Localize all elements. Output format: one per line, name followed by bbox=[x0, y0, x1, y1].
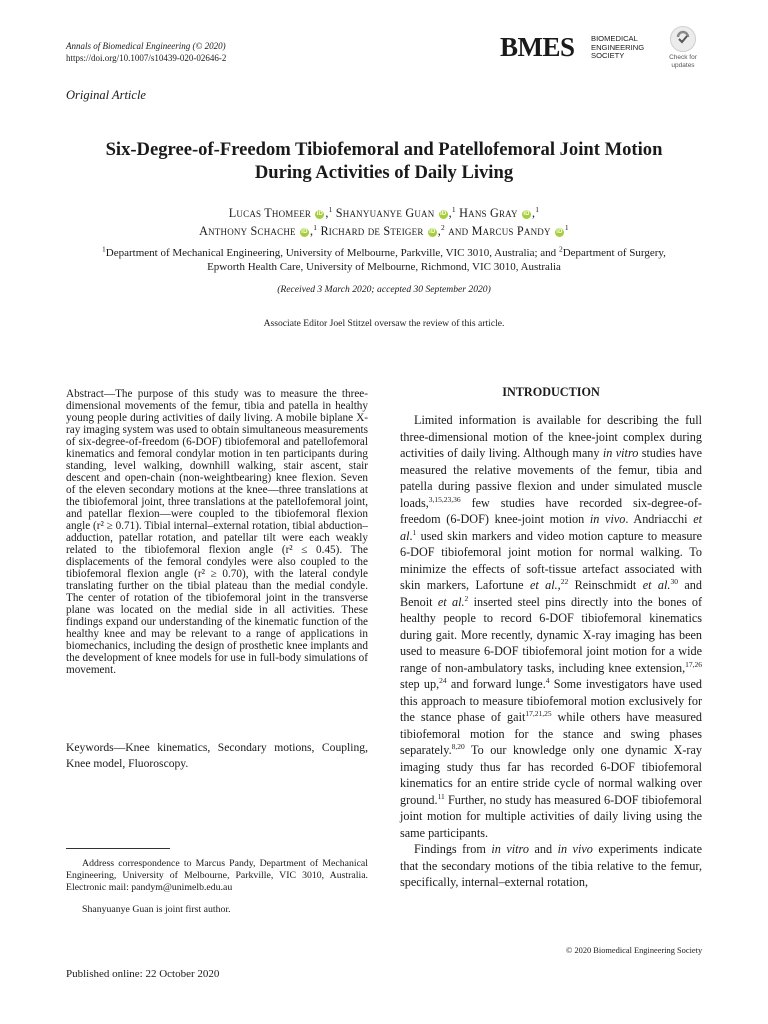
check-badge-line: updates bbox=[671, 61, 695, 69]
bmes-sub-line: SOCIETY bbox=[591, 51, 625, 60]
citation-ref[interactable]: 3,15,23,36 bbox=[428, 494, 461, 504]
text-run: Some investigators have used this approach to measure tibiofemoral motion exclusively for the stance phase of gait bbox=[400, 677, 702, 724]
text-run: Findings from bbox=[414, 842, 492, 856]
affiliation-mark: 1 bbox=[102, 244, 106, 254]
text-run: Reinschmidt bbox=[568, 578, 643, 592]
text-run: inserted steel pins directly into the bones of healthy people to record 6-DOF tibiofemoral kinematics during gait. More recently, dynamic X-ray imaging has been used to measure 6-DOF tibiofemoral joint motion for a wide range of non-ambulatory tasks, including knee extension, bbox=[400, 594, 703, 675]
orcid-icon[interactable]: iD bbox=[556, 228, 563, 235]
section-heading-introduction: INTRODUCTION bbox=[502, 385, 600, 399]
author-affiliation-mark: 2 bbox=[441, 222, 445, 232]
bmes-sub-line: ENGINEERING bbox=[591, 42, 645, 52]
text-run: . bbox=[409, 528, 413, 543]
abstract-label: Abstract— bbox=[66, 388, 116, 400]
check-badge-line: Check for bbox=[669, 54, 697, 61]
citation-ref[interactable]: 4 bbox=[545, 675, 550, 685]
text-run: used skin markers and video motion capture to measure 6-DOF tibiofemoral joint motion for normal walking. To minimize the effects of soft-tissue artefact associated with skin markers, Lafortune bbox=[400, 528, 702, 592]
intro-paragraph bbox=[400, 412, 702, 841]
italic-run: et al., bbox=[529, 578, 561, 592]
text-run: and forward lunge. bbox=[446, 677, 546, 691]
author-affiliation-mark: 1 bbox=[451, 204, 456, 214]
bmes-logo-text: BMES bbox=[500, 32, 575, 62]
received-dates: (Received 3 March 2020; accepted 30 September 2020) bbox=[277, 284, 491, 295]
check-updates-icon bbox=[670, 26, 696, 52]
citation-ref[interactable]: 17,26 bbox=[685, 659, 702, 669]
title-line: Six-Degree-of-Freedom Tibiofemoral and Patellofemoral Joint Motion bbox=[105, 139, 663, 160]
citation-ref[interactable]: 24 bbox=[439, 675, 447, 685]
author-list: Lucas Thomeer iD ,$^1$ Shanyuanye Guan iD ,$^1$ Hans Gray iD ,$^1$ Anthony Schache iD ,$^1$ Richard de Steiger iD ,$^2$ and Marcus Pandy iD $^1$ bbox=[199, 204, 569, 238]
author-conjunction: and bbox=[448, 224, 469, 238]
journal-name: Annals of Biomedical Engineering (© 2020) bbox=[66, 41, 226, 51]
affiliation-text: Epworth Health Care, University of Melbourne, Richmond, VIC 3010, Australia bbox=[207, 261, 561, 273]
author-name[interactable]: Hans Gray bbox=[459, 206, 518, 220]
text-run: few studies have recorded six-degree-of-freedom (6-DOF) knee-joint motion bbox=[400, 495, 702, 526]
citation-ref[interactable]: 22 bbox=[560, 576, 569, 586]
italic-run: in vitro bbox=[602, 446, 639, 460]
text-run: experiments indicate that the secondary motions of the tibia relative to the femur, specifically, internal–external rotation, bbox=[400, 842, 703, 889]
footnote-divider bbox=[66, 848, 170, 849]
keywords-text: Knee kinematics, Secondary motions, Coupling, Knee model, Fluoroscopy. bbox=[66, 741, 368, 770]
text-run: and Benoit bbox=[400, 578, 702, 609]
italic-run: in vivo bbox=[589, 512, 626, 526]
orcid-icon[interactable]: iD bbox=[523, 210, 530, 217]
bmes-sub-line: BIOMEDICAL bbox=[591, 34, 638, 43]
bmes-logo-subtitle bbox=[591, 35, 644, 61]
published-date: Published online: 22 October 2020 bbox=[66, 968, 220, 980]
citation-ref[interactable]: 1 bbox=[412, 527, 417, 537]
text-run: Limited information is available for describing the full three-dimensional motion of the knee-joint complex during activities of daily living. Although many bbox=[400, 413, 702, 460]
text-run: . Andriacchi bbox=[625, 512, 694, 526]
italic-run: et al. bbox=[642, 578, 671, 592]
italic-run: et al bbox=[400, 512, 702, 543]
affiliation-text: Department of Mechanical Engineering, University of Melbourne, Parkville, VIC 3010, Australia; and bbox=[105, 247, 559, 259]
introduction-body bbox=[400, 412, 702, 891]
abstract bbox=[66, 388, 368, 676]
intro-paragraph bbox=[400, 841, 702, 891]
citation-ref[interactable]: 2 bbox=[464, 593, 469, 603]
italic-run: in vivo bbox=[557, 842, 593, 856]
author-name[interactable]: Shanyuanye Guan bbox=[335, 206, 435, 220]
correspondence-footnote: Address correspondence to Marcus Pandy, Department of Mechanical Engineering, University of Melbourne, Parkville, VIC 3010, Australia. Electronic mail: pandym@unimelb.edu.au bbox=[66, 858, 368, 893]
author-name[interactable]: Richard de Steiger bbox=[320, 224, 424, 238]
joint-first-author-note: Shanyuanye Guan is joint first author. bbox=[82, 904, 231, 915]
citation-ref[interactable]: 8,20 bbox=[451, 741, 465, 751]
article-type: Original Article bbox=[66, 88, 146, 102]
text-run: step up, bbox=[400, 677, 440, 691]
author-affiliation-mark: 1 bbox=[564, 222, 569, 232]
copyright-notice: © 2020 Biomedical Engineering Society bbox=[566, 946, 703, 955]
check-for-updates-badge[interactable] bbox=[666, 26, 700, 76]
bmes-logo bbox=[500, 32, 660, 68]
italic-run: in vitro bbox=[491, 842, 529, 856]
affiliation-text: Department of Surgery, bbox=[562, 247, 666, 259]
orcid-icon[interactable]: iD bbox=[301, 228, 308, 235]
text-run: and bbox=[528, 842, 558, 856]
text-run: Further, no study has measured 6-DOF tibiofemoral joint motion for multiple activities of daily living using the same participants. bbox=[400, 792, 702, 840]
author-name[interactable]: Marcus Pandy bbox=[471, 224, 551, 238]
citation-ref[interactable]: 30 bbox=[670, 576, 678, 586]
author-affiliation-mark: 1 bbox=[328, 204, 333, 214]
orcid-icon[interactable]: iD bbox=[316, 210, 324, 217]
text-run: studies have measured the relative movements of the femur, tibia and patella during passive flexion and under simulated muscle loads, bbox=[400, 446, 702, 510]
citation-ref[interactable]: 11 bbox=[437, 791, 445, 801]
author-affiliation-mark: 1 bbox=[313, 222, 318, 232]
citation-ref[interactable]: 17,21,25 bbox=[525, 708, 552, 718]
doi-link[interactable]: https://doi.org/10.1007/s10439-020-02646-2 bbox=[66, 53, 227, 63]
author-name[interactable]: Anthony Schache bbox=[199, 224, 296, 238]
article-title bbox=[40, 138, 728, 184]
editor-note: Associate Editor Joel Stitzel oversaw the review of this article. bbox=[263, 318, 505, 329]
text-run: To our knowledge only one dynamic X-ray imaging study thus far has recorded 6-DOF tibiofemoral kinematics for an entire stride cycle of normal walking over ground. bbox=[400, 743, 702, 807]
keywords-label: Keywords— bbox=[66, 741, 126, 754]
title-line: During Activities of Daily Living bbox=[254, 162, 514, 183]
keywords bbox=[66, 740, 368, 772]
abstract-text: The purpose of this study was to measure the three-dimensional movements of the femur, tibia and patella in healthy young people during activities of daily living. A mobile biplane X-ray imaging system was used to obtain simultaneous measurements of six-degree-of-freedom (6-DOF) tibiofemoral and patellofemoral kinematics and femoral condylar motion in ten participants during standing, level walking, downhill walking, stair ascent, stair descent and open-chain (non-weightbearing) knee flexion. Seven of the eleven secondary motions at the knee—three translations at the tibiofemoral joint, three translations at the patellofemoral joint, and patellar flexion—were coupled to the tibiofemoral flexion angle (r² ≥ 0.71). Tibial internal–external rotation, tibial abduction–adduction, patellar rotation, and patellar tilt were each weakly related to the tibiofemoral flexion angle (r² ≤ 0.45). The displacements of the femoral condyles were also coupled to the tibiofemoral flexion angle (r² ≥ 0.70), with the lateral condyle translating further on the tibial plateau than the medial condyle. The center of rotation of the tibiofemoral joint in the transverse plane was located on the medial side in all activities. These findings expand our understanding of the kinematic function of the healthy knee and may be relevant to a range of applications in biomechanics, including the design of prosthetic knee implants and the development of knee models for use in full-body simulations of movement. bbox=[66, 388, 369, 676]
italic-run: et al. bbox=[437, 594, 465, 609]
author-name[interactable]: Lucas Thomeer bbox=[228, 206, 312, 220]
affiliations bbox=[40, 246, 728, 274]
affiliation-mark: 2 bbox=[558, 244, 563, 254]
text-run: while others have measured tibiofemoral motion for the stance and swing phases separately. bbox=[400, 710, 702, 757]
orcid-icon[interactable]: iD bbox=[429, 228, 436, 235]
orcid-icon[interactable]: iD bbox=[439, 210, 447, 217]
author-affiliation-mark: 1 bbox=[535, 204, 540, 214]
